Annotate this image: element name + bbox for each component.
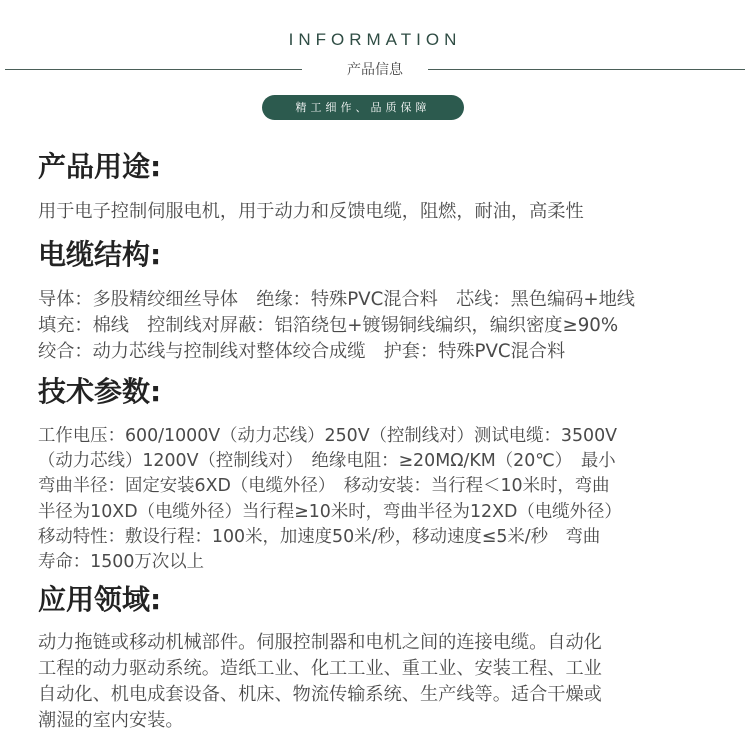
header-divider-right [428, 69, 745, 70]
specs-line: 半径为10XD（电缆外径）当行程≥10米时，弯曲半径为12XD（电缆外径） [38, 502, 622, 522]
structure-line: 填充：棉线 控制线对屏蔽：铝箔绕包+镀锡铜线编织，编织密度≥90% [38, 315, 619, 336]
specs-line: 弯曲半径：固定安装6XD（电缆外径） 移动安装：当行程＜10米时，弯曲 [38, 476, 610, 496]
section-title-structure: 电缆结构: [38, 238, 162, 271]
structure-line: 导体：多股精绞细丝导体 绝缘：特殊PVC混合料 芯线：黑色编码+地线 [38, 289, 635, 310]
section-title-specs: 技术参数: [38, 375, 162, 408]
specs-line: 寿命：1500万次以上 [38, 552, 204, 572]
section-title-usage: 产品用途: [38, 150, 162, 183]
applications-line: 动力拖链或移动机械部件。伺服控制器和电机之间的连接电缆。自动化 [38, 632, 602, 653]
structure-line: 绞合：动力芯线与控制线对整体绞合成缆 护套：特殊PVC混合料 [38, 341, 566, 362]
section-title-applications: 应用领域: [38, 583, 162, 616]
specs-line: （动力芯线）1200V（控制线对） 绝缘电阻：≥20MΩ/KM（20℃） 最小 [38, 451, 616, 471]
applications-line: 工程的动力驱动系统。造纸工业、化工工业、重工业、安装工程、工业 [38, 658, 602, 679]
info-header [0, 0, 750, 130]
applications-line: 潮湿的室内安装。 [38, 710, 184, 731]
applications-line: 自动化、机电成套设备、机床、物流传输系统、生产线等。适合干燥或 [38, 684, 602, 705]
usage-line: 用于电子控制伺服电机，用于动力和反馈电缆，阻燃，耐油，高柔性 [38, 201, 584, 222]
specs-line: 工作电压：600/1000V（动力芯线）250V（控制线对）测试电缆：3500V [38, 426, 618, 446]
header-subtitle: 产品信息 [347, 62, 403, 78]
quality-badge: 精工细作、品质保障 [262, 95, 464, 120]
specs-line: 移动特性：敷设行程：100米，加速度50米/秒，移动速度≤5米/秒 弯曲 [38, 527, 601, 547]
header-title: INFORMATION [288, 30, 462, 49]
